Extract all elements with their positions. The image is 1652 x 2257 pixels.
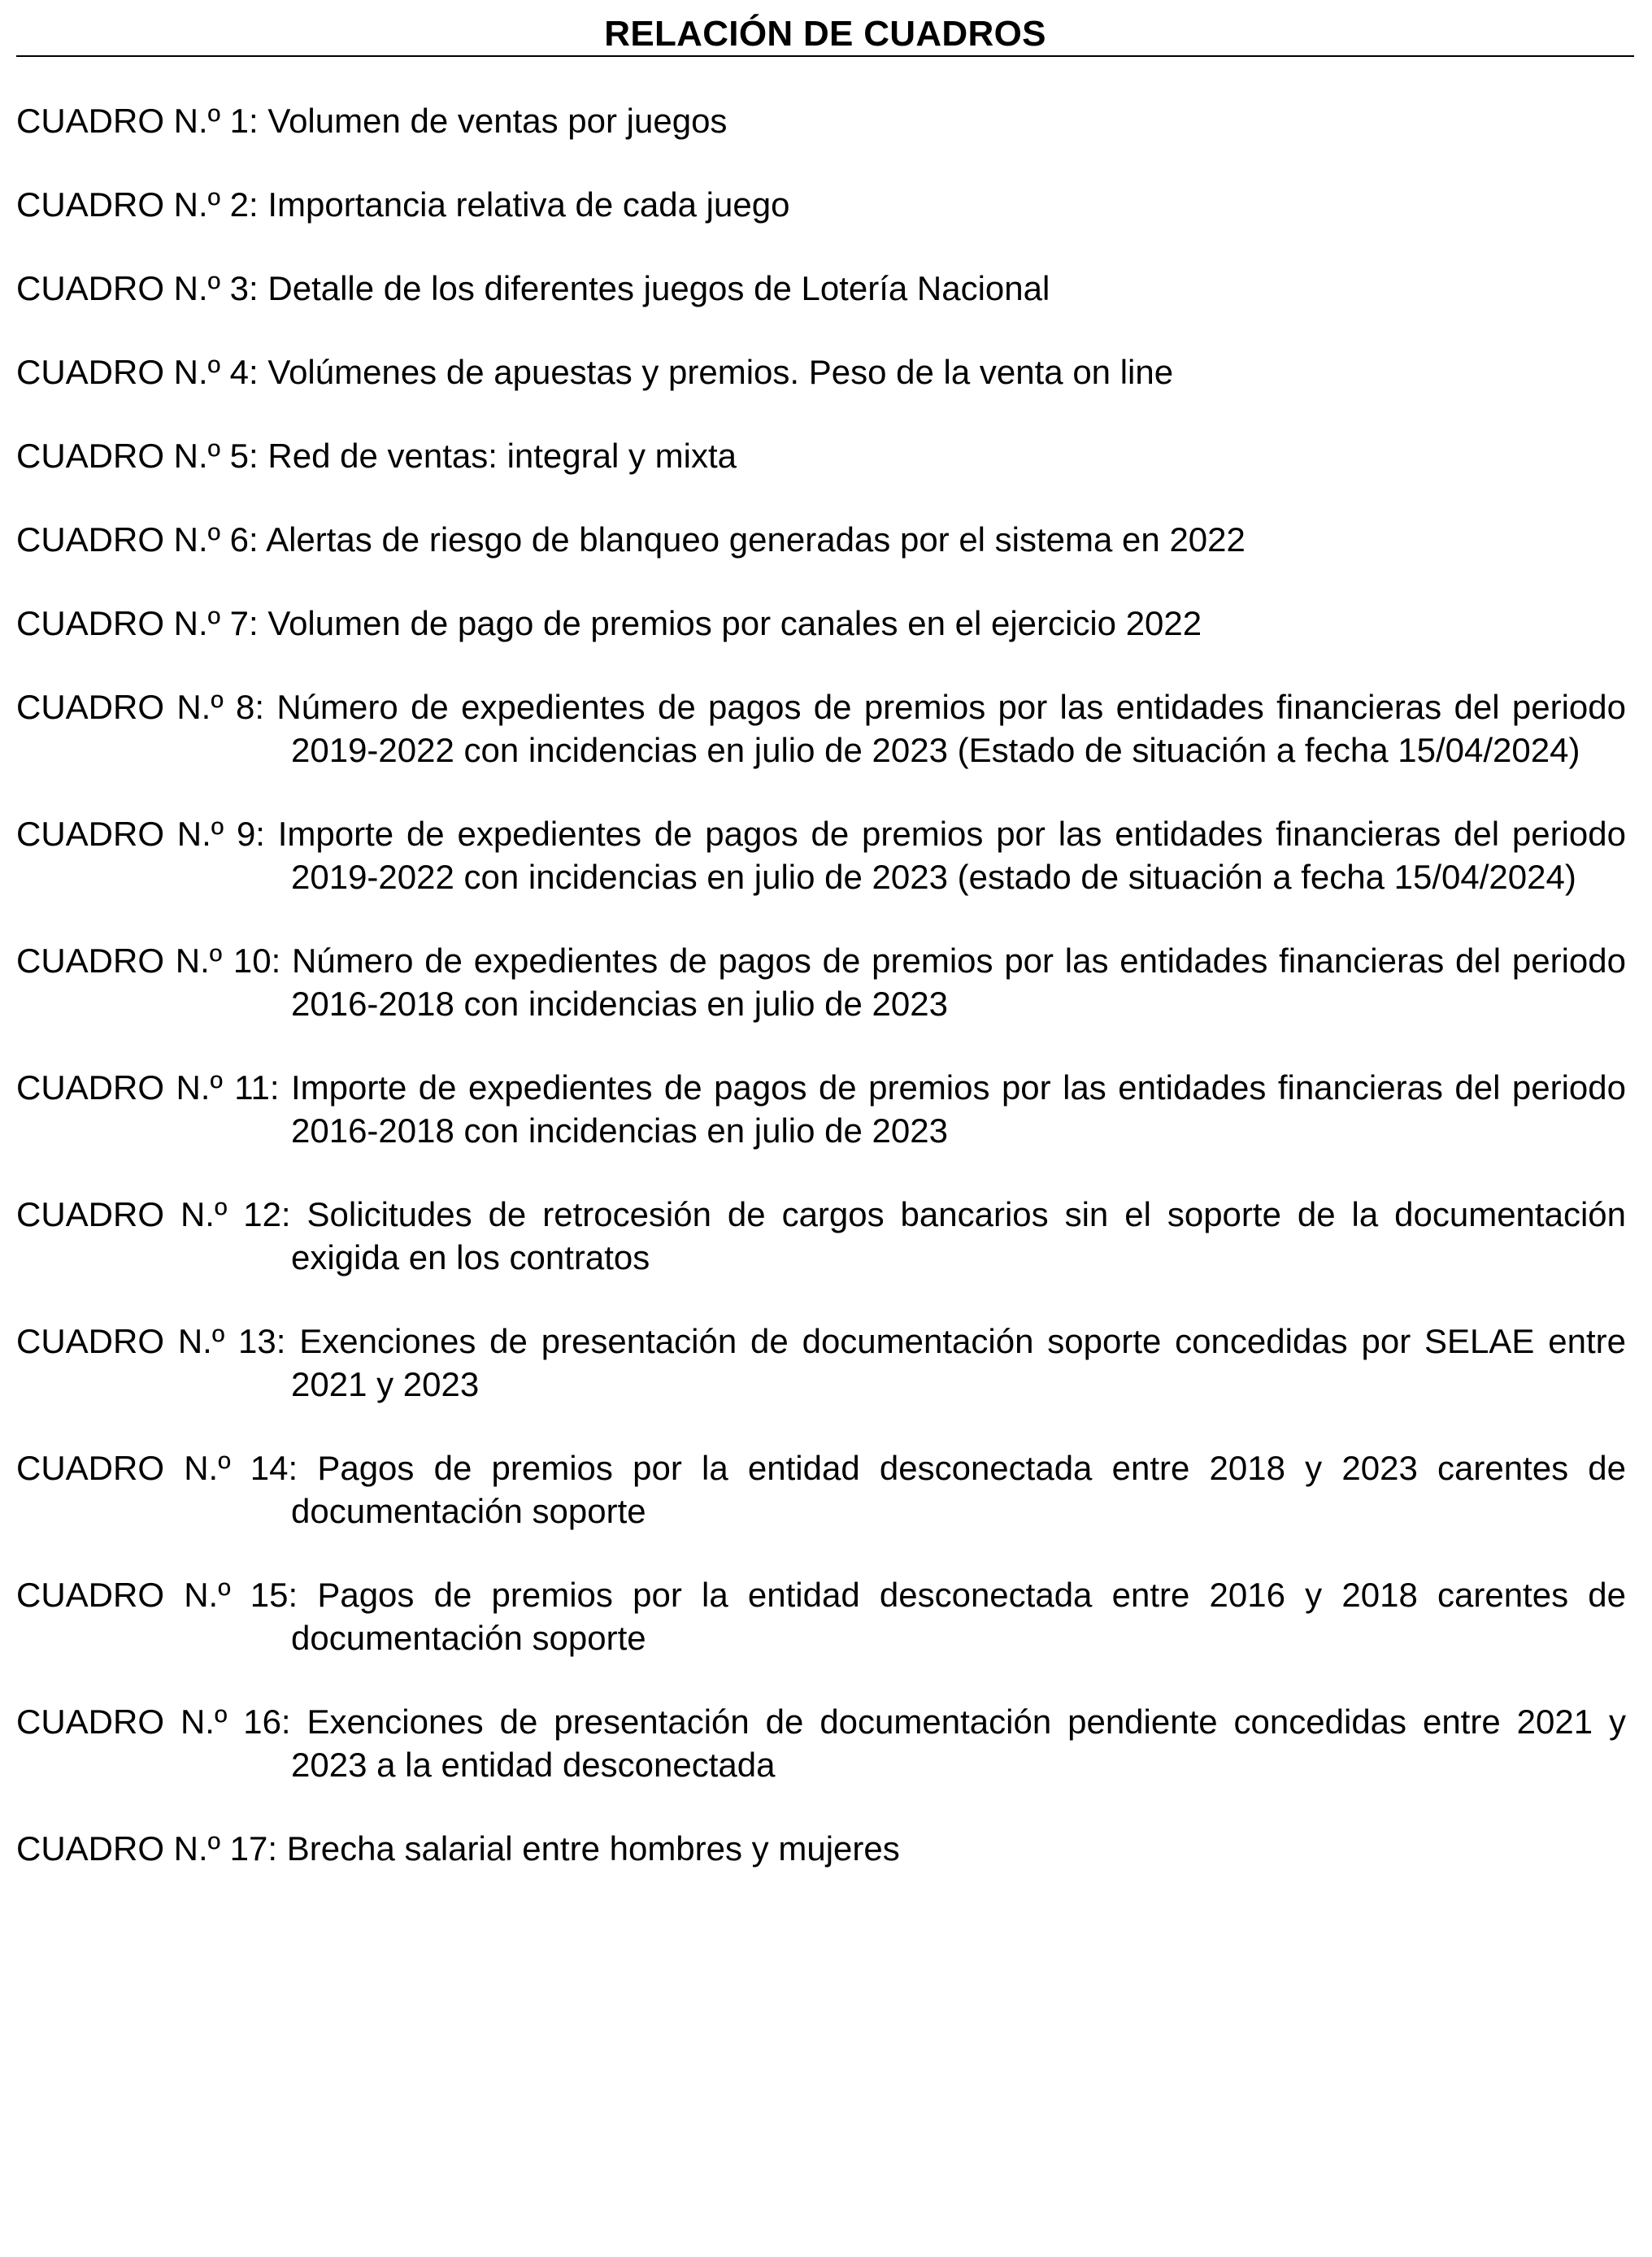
list-item-cuadro-16: CUADRO N.º 16: Exenciones de presentación de documentación pendiente concedidas entre 2021 y 2023 a la entidad desconectada	[16, 1703, 1626, 1784]
list-item-cuadro-6: CUADRO N.º 6: Alertas de riesgo de blanqueo generadas por el sistema en 2022	[16, 520, 1246, 559]
list-item-cuadro-8: CUADRO N.º 8: Número de expedientes de pagos de premios por las entidades financieras del periodo 2019-2022 con incidencias en julio de 2023 (Estado de situación a fecha 15/04/2024)	[16, 688, 1626, 769]
list-item-cuadro-15: CUADRO N.º 15: Pagos de premios por la entidad desconectada entre 2016 y 2018 carentes de documentación soporte	[16, 1576, 1626, 1657]
list-item-cuadro-13: CUADRO N.º 13: Exenciones de presentación de documentación soporte concedidas por SELAE entre 2021 y 2023	[16, 1322, 1626, 1403]
list-item-cuadro-11: CUADRO N.º 11: Importe de expedientes de pagos de premios por las entidades financieras del periodo 2016-2018 con incidencias en julio de 2023	[16, 1068, 1626, 1150]
list-item-cuadro-5: CUADRO N.º 5: Red de ventas: integral y mixta	[16, 437, 737, 475]
list-item-cuadro-2: CUADRO N.º 2: Importancia relativa de cada juego	[16, 185, 790, 224]
document-title: RELACIÓN DE CUADROS	[604, 14, 1046, 54]
list-item-cuadro-10: CUADRO N.º 10: Número de expedientes de pagos de premios por las entidades financieras del periodo 2016-2018 con incidencias en julio de 2023	[16, 942, 1626, 1023]
title-divider	[16, 55, 1634, 57]
list-item-cuadro-4: CUADRO N.º 4: Volúmenes de apuestas y premios. Peso de la venta on line	[16, 353, 1174, 391]
list-item-cuadro-7: CUADRO N.º 7: Volumen de pago de premios por canales en el ejercicio 2022	[16, 604, 1202, 642]
list-item-cuadro-17: CUADRO N.º 17: Brecha salarial entre hombres y mujeres	[16, 1829, 900, 1868]
list-item-cuadro-3: CUADRO N.º 3: Detalle de los diferentes juegos de Lotería Nacional	[16, 269, 1050, 307]
list-item-cuadro-12: CUADRO N.º 12: Solicitudes de retrocesión de cargos bancarios sin el soporte de la documentación exigida en los contratos	[16, 1195, 1626, 1276]
list-item-cuadro-14: CUADRO N.º 14: Pagos de premios por la entidad desconectada entre 2018 y 2023 carentes de documentación soporte	[16, 1449, 1626, 1530]
table-list	[16, 99, 1626, 1911]
list-item-cuadro-1: CUADRO N.º 1: Volumen de ventas por juegos	[16, 102, 728, 140]
list-item-cuadro-9: CUADRO N.º 9: Importe de expedientes de pagos de premios por las entidades financieras del periodo 2019-2022 con incidencias en julio de 2023 (estado de situación a fecha 15/04/2024)	[16, 815, 1626, 896]
